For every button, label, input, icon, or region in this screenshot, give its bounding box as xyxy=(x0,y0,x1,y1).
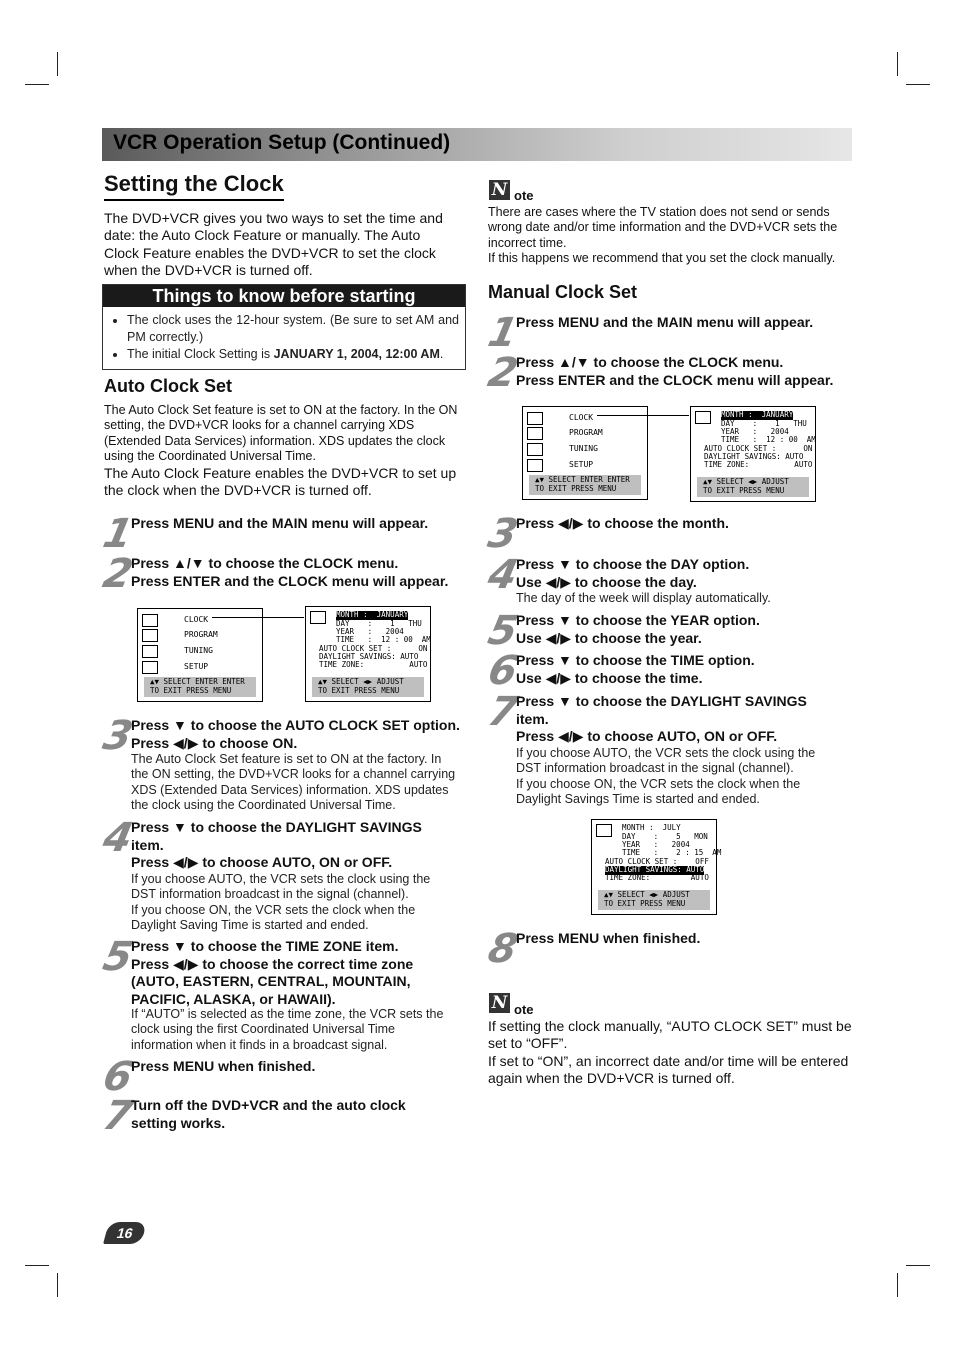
manual-clock-heading: Manual Clock Set xyxy=(488,282,638,302)
menu-help-bar: ▲▼ SELECT ENTER ENTER TO EXIT PRESS MENU xyxy=(144,677,256,697)
clock-icon xyxy=(527,412,543,425)
auto-para2: The Auto Clock Feature enables the DVD+VCR to set up the clock when the DVD+VCR is turned off. xyxy=(104,465,457,499)
menu-help-bar: ▲▼ SELECT ENTER ENTER TO EXIT PRESS MENU xyxy=(529,475,641,495)
crop-mark xyxy=(897,52,898,76)
crop-mark xyxy=(906,84,930,85)
note-text: There are cases where the TV station does not send or sends wrong date and/or time information and the DVD+VCR sets the incorrect time. If this happens we recommend that you set the clock manually. xyxy=(488,205,838,265)
clock-icon xyxy=(695,411,711,424)
clock-icon xyxy=(310,611,326,624)
crop-mark xyxy=(25,84,49,85)
menu-help-bar: ▲▼ SELECT ◀▶ ADJUST TO EXIT PRESS MENU xyxy=(697,477,809,497)
note-label: ote xyxy=(514,188,534,203)
auto-clock-heading: Auto Clock Set xyxy=(104,376,233,396)
connector-line xyxy=(597,415,689,416)
list-item: • The initial Clock Setting is JANUARY 1, 2004, 12:00 AM. xyxy=(127,346,459,363)
crop-mark xyxy=(897,1273,898,1297)
program-icon xyxy=(527,427,543,440)
setup-icon xyxy=(142,661,158,674)
menu-help-bar: ▲▼ SELECT ◀▶ ADJUST TO EXIT PRESS MENU xyxy=(598,890,710,910)
crop-mark xyxy=(57,1273,58,1297)
note-label: ote xyxy=(514,1002,534,1017)
main-menu-screen: CLOCK PROGRAM TUNING SETUP ▲▼ SELECT ENTER ENTER TO EXIT PRESS MENU xyxy=(137,608,263,702)
program-icon xyxy=(142,629,158,642)
main-menu-screen: CLOCK PROGRAM TUNING SETUP ▲▼ SELECT ENTER ENTER TO EXIT PRESS MENU xyxy=(522,406,648,500)
note-text: If setting the clock manually, “AUTO CLOCK SET” must be set to “OFF”. If set to “ON”, an incorrect date and/or time will be entered again when the DVD+VCR is turned off. xyxy=(488,1018,852,1086)
clock-icon xyxy=(596,824,612,837)
setup-icon xyxy=(527,459,543,472)
menu-help-bar: ▲▼ SELECT ◀▶ ADJUST TO EXIT PRESS MENU xyxy=(312,677,424,697)
tuning-icon xyxy=(142,645,158,658)
banner-title: VCR Operation Setup (Continued) xyxy=(113,131,451,154)
clock-icon xyxy=(142,614,158,627)
clock-menu-screen: MONTH : JANUARY DAY : 1 THU YEAR : 2004 TIME : 12 : 00 AM AUTO CLOCK SET : ON DAYLIGHT SAVINGS: AUTO TIME ZONE: AUTO ▲▼ SELECT ◀▶ ADJUST TO EXIT PRESS MENU xyxy=(690,406,816,502)
list-item: • The clock uses the 12-hour system. (Be sure to set AM and PM correctly.) xyxy=(127,312,459,346)
things-title: Things to know before starting xyxy=(103,285,465,307)
clock-menu-screen-july: MONTH : JULY DAY : 5 MON YEAR : 2004 TIME : 2 : 15 AM AUTO CLOCK SET : OFF DAYLIGHT SAVINGS: AUTO TIME ZONE: AUTO ▲▼ SELECT ◀▶ ADJUST TO EXIT PRESS MENU xyxy=(591,819,717,915)
things-to-know-box xyxy=(102,284,466,370)
crop-mark xyxy=(25,1265,49,1266)
page-number: 16 xyxy=(103,1222,147,1244)
section-banner xyxy=(102,128,852,161)
auto-para1: The Auto Clock Set feature is set to ON at the factory. In the ON setting, the DVD+VCR looks for a channel carrying XDS (Extended Data Services) information. XDS updates the clock using the Coordinated Universal Time. xyxy=(104,403,458,463)
tuning-icon xyxy=(527,443,543,456)
connector-line xyxy=(212,617,304,618)
crop-mark xyxy=(57,52,58,76)
intro-text: The DVD+VCR gives you two ways to set the time and date: the Auto Clock Feature or manually. The Auto Clock Feature enables the DVD+VCR to set the clock when the DVD+VCR is turned off. xyxy=(104,210,443,278)
page-title: Setting the Clock xyxy=(104,171,284,201)
crop-mark xyxy=(906,1265,930,1266)
note-icon: N xyxy=(489,180,510,200)
note-icon: N xyxy=(489,993,510,1013)
things-list xyxy=(103,312,465,363)
clock-menu-screen: MONTH : JANUARY DAY : 1 THU YEAR : 2004 TIME : 12 : 00 AM AUTO CLOCK SET : ON DAYLIGHT SAVINGS: AUTO TIME ZONE: AUTO ▲▼ SELECT ◀▶ ADJUST TO EXIT PRESS MENU xyxy=(305,606,431,702)
